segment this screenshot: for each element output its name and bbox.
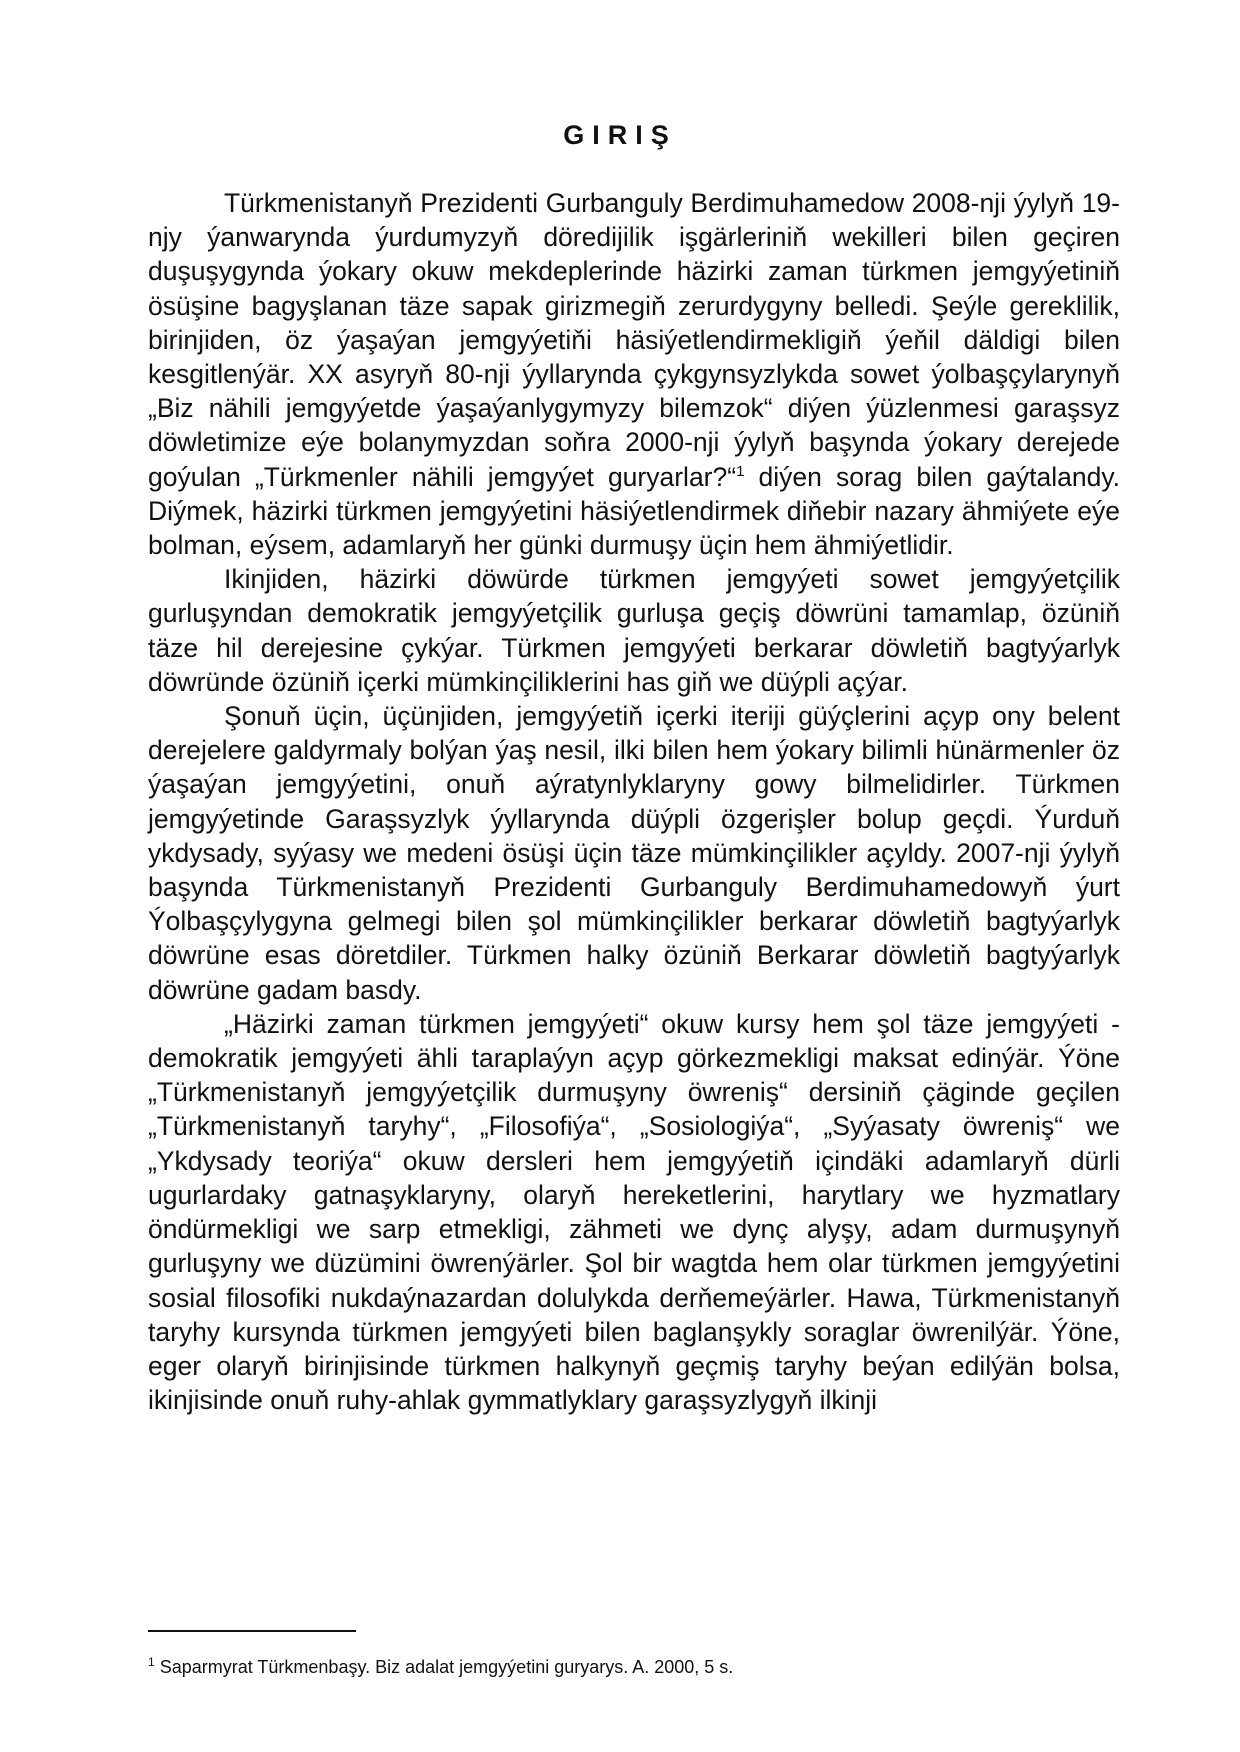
footnote-divider [148,1630,356,1632]
paragraph-1 [148,186,1120,562]
paragraph-2: Ikinjiden, häzirki döwürde türkmen jemgyýeti sowet jemgyýetçilik gurluşyndan demokratik jemgyýetçilik gurluşa geçiş döwrüni tamamlap, özüniň täze hil derejesine çykýar. Türkmen jemgyýeti berkarar döwletiň bagtyýarlyk döwründe özüniň içerki mümkinçiliklerini has giň we düýpli açýar. [148,564,1120,697]
paragraph-3: Şonuň üçin, üçünjiden, jemgyýetiň içerki iteriji güýçlerini açyp ony belent derejelere galdyrmaly bolýan ýaş nesil, ilki bilen hem ýokary bilimli hünärmenler öz ýaşaýan jemgyýetini, onuň aýratynlyklaryny gowy bilmelidirler. Türkmen jemgyýetinde Garaşsyzlyk ýyllarynda düýpli özgerişler bolup geçdi. Ýurduň ykdysady, syýasy we medeni ösüşi üçin täze mümkinçilikler açyldy. 2007-nji ýylyň başynda Türkmenistanyň Prezidenti Gurbanguly Berdimuhamedowyň ýurt Ýolbaşçylygyna gelmegi bilen şol mümkinçilikler berkarar döwletiň bagtyýarlyk döwrüne esas döretdiler. Türkmen halky özüniň Berkarar döwletiň bagtyýarlyk döwrüne gadam basdy. [148,701,1120,1005]
footnote-text: Saparmyrat Türkmenbaşy. Biz adalat jemgyýetini guryarys. A. 2000, 5 s. [159,1657,734,1677]
page-title: GIRIŞ [563,120,677,150]
paragraph-4: „Häzirki zaman türkmen jemgyýeti“ okuw kursy hem şol täze jemgyýeti - demokratik jemgyýeti ähli taraplaýyn açyp görkezmekligi maksat edinýär. Ýöne „Türkmenistanyň jemgyýetçilik durmuşyny öwreniş“ dersiniň çäginde geçilen „Türkmenistanyň taryhy“, „Filosofiýa“, „Sosiologiýa“, „Syýasaty öwreniş“ we „Ykdysady teoriýa“ okuw dersleri hem jemgyýetiň içindäki adamlaryň dürli ugurlardaky gatnaşyklaryny, olaryň hereketlerini, harytlary we hyzmatlary öndürmekligi we sarp etmekligi, zähmeti we dynç alyşy, adam durmuşynyň gurluşyny we düzümini öwrenýärler. Şol bir wagtda hem olar türkmen jemgyýetini sosial filosofiki nukdaýnazardan dolulykda derňemeýärler. Hawa, Türkmenistanyň taryhy kursynda türkmen jemgyýeti bilen baglanşykly soraglar öwrenilýär. Ýöne, eger olaryň birinjisinde türkmen halkynyň geçmiş taryhy beýan edilýän bolsa, ikinjisinde onuň ruhy-ahlak gymmatlyklary garaşsyzlygyň ilkinji [148,1008,1120,1416]
paragraph-1-text: Türkmenistanyň Prezidenti Gurbanguly Berdimuhamedow 2008-nji ýylyň 19-njy ýanwarynda ýurdumyzyň döredijilik işgärleriniň wekilleri bilen geçiren duşuşygynda ýokary okuw mekdeplerinde häzirki zaman türkmen jemgyýetiniň ösüşine bagyşlanan täze sapak girizmegiň zerurdygyny belledi. Şeýle gereklilik, birinjiden, öz ýaşaýan jemgyýetiňi häsiýetlendirmekligiň ýeňil däldigi bilen kesgitlenýär. XX asyryň 80-nji ýyllarynda çykgynsyzlykda sowet ýolbaşçylarynyň „Biz nähili jemgyýetde ýaşaýanlygymyzy bilemzok“ diýen ýüzlenmesi garaşsyz döwletimize eýe bolanymyzdan soňra 2000-nji ýylyň başynda ýokary derejede goýulan „Türkmenler nähili jemgyýet guryarlar?“ [148,188,1120,492]
body-text [148,186,1120,1417]
paragraph-1-continuation: diýen sorag bilen gaýtalandy. Diýmek, häzirki türkmen jemgyýetini häsiýetlendirmek diňebir nazary ähmiýete eýe bolman, eýsem, adamlaryň her günki durmuşy üçin hem ähmiýetlidir. [148,461,1120,561]
footnote [148,1656,1120,1678]
footnote-reference[interactable]: 1 [736,462,745,480]
footnote-number: 1 [148,1655,155,1669]
